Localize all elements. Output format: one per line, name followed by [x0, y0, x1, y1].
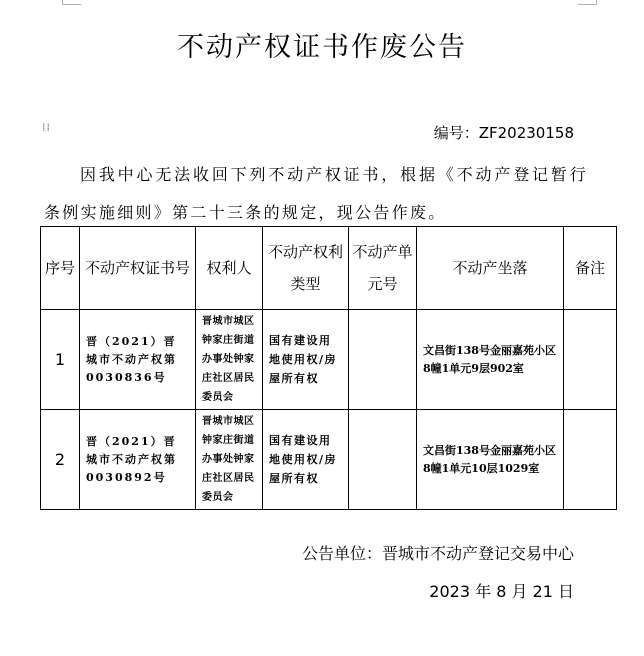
header-holder: 权利人 [196, 227, 263, 310]
row-index: 1 [41, 310, 80, 410]
header-index: 序号 [41, 227, 80, 310]
row-remark [564, 310, 617, 410]
issue-date: 2023 年 8 月 21 日 [429, 582, 574, 601]
row-index: 2 [41, 410, 80, 510]
document-number: 编号：ZF20230158 [433, 124, 574, 142]
page-corner-mark-left [62, 0, 81, 5]
issuing-unit: 公告单位：晋城市不动产登记交易中心 [301, 544, 574, 563]
table-move-handle-icon[interactable]: ⁞⁞ [42, 121, 51, 134]
row-location: 文昌街138号金丽嘉苑小区8幢1单元10层1029室 [417, 410, 564, 510]
row-unit-no [349, 310, 417, 410]
table-header-row [41, 227, 617, 310]
row-cert-no: 晋（2021）晋城市不动产权第0030892号 [80, 410, 196, 510]
header-right-type: 不动产权利类型 [263, 227, 349, 310]
table-row [41, 310, 617, 410]
header-unit-no: 不动产单元号 [349, 227, 417, 310]
void-certificates-table [40, 226, 617, 510]
row-cert-no: 晋（2021）晋城市不动产权第0030836号 [80, 310, 196, 410]
row-unit-no [349, 410, 417, 510]
row-right-type: 国有建设用地使用权/房屋所有权 [263, 410, 349, 510]
page-title: 不动产权证书作废公告 [177, 32, 467, 63]
notice-paragraph: 因我中心无法收回下列不动产权证书，根据《不动产登记暂行条例实施细则》第二十三条的规定，现公告作废。 [44, 165, 588, 222]
header-location: 不动产坐落 [417, 227, 564, 310]
row-right-type: 国有建设用地使用权/房屋所有权 [263, 310, 349, 410]
row-holder: 晋城市城区钟家庄街道办事处钟家庄社区居民委员会 [196, 310, 263, 410]
header-cert-no: 不动产权证书号 [80, 227, 196, 310]
header-remark: 备注 [564, 227, 617, 310]
table-row [41, 410, 617, 510]
row-remark [564, 410, 617, 510]
page-corner-mark-right [578, 0, 597, 5]
row-holder: 晋城市城区钟家庄街道办事处钟家庄社区居民委员会 [196, 410, 263, 510]
row-location: 文昌街138号金丽嘉苑小区8幢1单元9层902室 [417, 310, 564, 410]
